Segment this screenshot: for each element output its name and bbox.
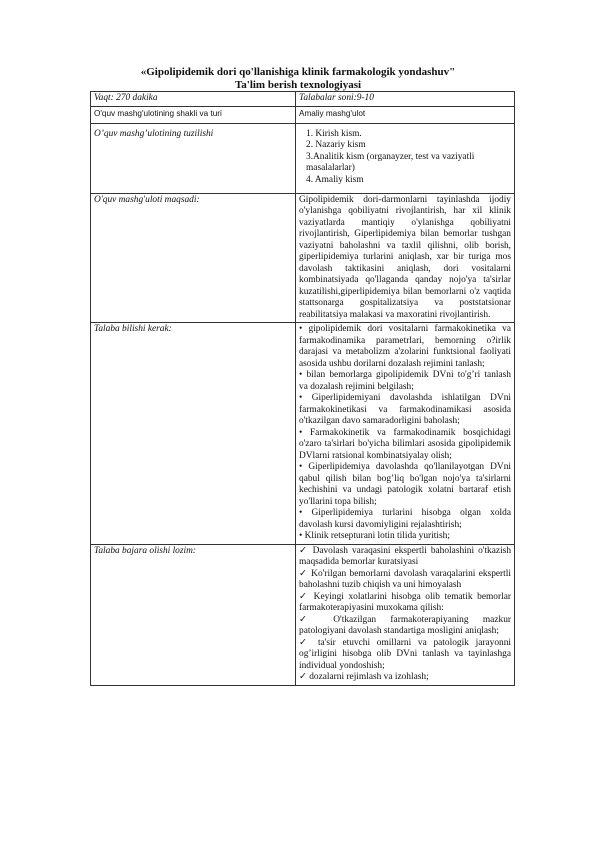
- checkmark-icon: ✓: [299, 637, 312, 648]
- list-item: • Farmakokinetik va farmakodinamik bosqichidagi o'zaro ta'sirlari bo'yicha bilimlari asosida gipolipidemik DVlarni ratsional kombinatsiyalay olish;: [299, 427, 511, 461]
- checkmark-icon: ✓: [299, 545, 309, 556]
- list-item: 4. Amaliy kism: [306, 174, 364, 185]
- document-title: «Gipolipidemik dori qo'llanishiga klinik farmakologik yondashuv": [140, 66, 456, 78]
- technology-table: [90, 91, 515, 686]
- list-item: 2. Nazariy kism: [306, 140, 366, 150]
- list-item: • Giperlipidemiya turlarini hisobga olgan xolda davolash kursi davomiyligini rejalashtirish;: [299, 508, 511, 530]
- list-item: • gipolipidemik dori vositalarni farmakokinetika va farmakodinamika parametrlari, bemorning o?irlik darajasi va metabolizm a'zolarini funktsional faoliyati asosida ushbu dorilarni dozalash rejimini tanlash;: [299, 324, 511, 369]
- list-item: ✓ Keyingi xolatlarini hisobga olib tematik bemorlar farmakoterapiyasini muxokama qilish:: [299, 591, 511, 613]
- do-list: [296, 544, 515, 685]
- list-item: ✓ ta'sir etuvchi omillarni va patologik jarayonni og’irligini hisobga olib DVni tanlash va tayinlashga individual yondoshish;: [299, 637, 511, 671]
- list-item: ✓ Ko'rilgan bemorlarni davolash varaqalarini ekspertli baholashni tuzib chiqish va uni himoyalash: [299, 568, 511, 590]
- structure-list: [296, 123, 515, 193]
- list-item: 1. Kirish kism.: [306, 128, 362, 139]
- time-label: Vaqt: 270 dakika: [91, 92, 296, 107]
- list-item: ✓ dozalarni rejimlash va izohlash;: [299, 672, 429, 682]
- do-label: Talaba bajara olishi lozim:: [91, 544, 296, 685]
- table-row: [91, 193, 515, 323]
- table-row: [91, 544, 515, 685]
- table-row: [91, 123, 515, 193]
- goal-label: O'quv mashg'uloti maqsadi:: [91, 193, 296, 323]
- checkmark-icon: ✓: [299, 672, 307, 682]
- checkmark-icon: ✓: [299, 568, 308, 579]
- know-label: Talaba bilishi kerak:: [91, 323, 296, 545]
- list-item: ✓ Davolash varaqasini ekspertli baholashini o'tkazish maqsadida bemorlar kuratsiyasi: [299, 545, 512, 567]
- list-item: • Klinik retsepturani lotin tilida yuritish;: [299, 531, 450, 541]
- form-value: Amaliy mashg'ulot: [296, 106, 515, 123]
- list-item: • bilan bemorlarga gipolipidemik DVni to'g’ri tanlash va dozalash rejimini belgilash;: [299, 370, 511, 392]
- know-list: [296, 323, 515, 545]
- list-item: • Giperlipidemiya davolashda qo'llanilayotgan DVni qabul qilish bilan bog’liq bo'lgan nojo'ya ta'sirlarni kechishini va undagi patologik xolatni bartaraf etish yo'llarini topa bilish;: [299, 462, 511, 507]
- checkmark-icon: ✓: [299, 614, 319, 625]
- checkmark-icon: ✓: [299, 591, 310, 602]
- table-row: [91, 92, 515, 107]
- goal-text: Gipolipidemik dori-darmonlarni tayinlashda ijodiy o'ylanishga qobiliyatni rivojlantirish, har xil klinik vaziyatlarda mantiqiy o'ylanishga qobiliyatni rivojlantirish, Giperlipidemiya bilan bemorlar tushgan vaziyatni baholashni va taxlil qilishni, olib borish, giperlipidemiya turlarini aniqlash, xar bir turiga mos davolash taktikasini aniqlash, dori vositalarni kombinatsiyada qo'llaganda qanday nojo'ya ta'sirlar kuzatilishi,giperlipidemiya bilan bemorlarni o'z vaqtida stattsonarga gospitalizatsiya va poststatsionar reabilitatsiya malakasi va maxoratini rivojlantirish.: [296, 193, 515, 323]
- table-row: [91, 323, 515, 545]
- list-item: 3.Analitik kism (organayzer, test va vaziyatli masalalarlar): [306, 151, 475, 173]
- table-row: [91, 106, 515, 123]
- students-count: Talabalar soni:9-10: [296, 92, 515, 107]
- list-item: • Giperlipidemiyani davolashda ishlatilgan DVni farmakokinetikasi va farmakodinamikasi asosida o'tkazilgan davo samaradorligini baholash;: [299, 393, 511, 426]
- form-label: O'quv mashg'ulotining shakli va turi: [91, 106, 296, 123]
- structure-label: O’quv mashg’ulotining tuzilishi: [91, 123, 296, 193]
- document-subtitle: Ta'lim berish texnologiyasi: [234, 79, 362, 91]
- list-item: ✓ O'tkazilgan farmakoterapiyaning mazkur patologiyani davolash standartiga mosligini aniqlash;: [299, 614, 511, 636]
